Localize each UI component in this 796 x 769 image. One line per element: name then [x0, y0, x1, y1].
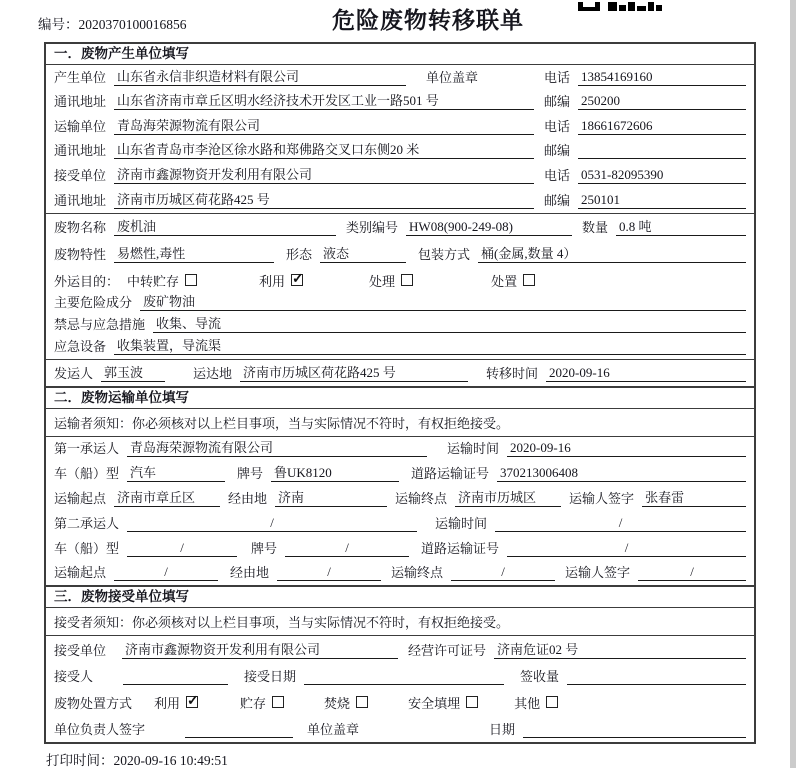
equipment-label: 应急设备 — [54, 338, 107, 354]
chief-sign-value — [185, 737, 293, 738]
disposal-option-incinerate — [324, 693, 368, 712]
carrier-sign-label: 运输人签字 — [565, 565, 631, 581]
vehicle-type-label: 车（船）型 — [54, 466, 120, 482]
carrier2-time-value: / — [495, 515, 746, 532]
acceptor-value — [123, 684, 228, 685]
row-waste-name — [46, 213, 754, 240]
purpose-option-dispose — [491, 271, 535, 290]
carrier1-label: 第一承运人 — [54, 441, 120, 457]
row-acceptor — [46, 663, 754, 690]
producer-phone-value: 13854169160 — [578, 69, 746, 86]
license-value: 济南危证02 号 — [494, 639, 746, 659]
row-carrier2-vehicle — [46, 536, 754, 561]
print-time-value: 2020-09-16 10:49:51 — [113, 753, 228, 768]
doc-number-label: 编号： — [38, 17, 79, 32]
waste-name-label: 废物名称 — [54, 219, 107, 235]
sign-qty-label: 签收量 — [520, 669, 560, 685]
checkbox-icon — [466, 696, 478, 708]
option-label: 其他 — [514, 695, 541, 711]
page-header — [0, 0, 796, 42]
carrier1-via-value: 济南 — [275, 487, 387, 507]
carrier1-origin-value: 济南市章丘区 — [114, 487, 220, 507]
purpose-label: 外运目的： — [54, 273, 120, 289]
accept-date-label: 接受日期 — [244, 669, 297, 685]
carrier2-origin-value: / — [114, 564, 218, 581]
row-transfer-purpose — [46, 267, 754, 294]
acceptor-label: 接受人 — [54, 669, 94, 685]
purpose-option-treat — [369, 271, 413, 290]
carrier2-sign-value: / — [638, 564, 746, 581]
disposal-option-store — [240, 693, 284, 712]
checkbox-checked-icon — [186, 696, 198, 708]
section2-heading: 二．废物运输单位填写 — [46, 388, 754, 409]
row-receive-unit3 — [46, 636, 754, 663]
zip-label: 邮编 — [543, 192, 570, 208]
destination-value: 济南市历城区荷花路425 号 — [240, 362, 468, 382]
category-code-label: 类别编号 — [346, 219, 399, 235]
carrier1-plate-value: 鲁UK8120 — [271, 462, 399, 482]
option-label: 利用 — [154, 695, 181, 711]
hazard-value: 废矿物油 — [140, 291, 746, 311]
carrier2-terminal-value: / — [451, 564, 555, 581]
terminal-label: 运输终点 — [395, 491, 448, 507]
transporter-address-value: 山东省青岛市李沧区徐水路和郑佛路交叉口东侧20 米 — [114, 139, 534, 159]
checkbox-icon — [272, 696, 284, 708]
receive-unit-label: 接受单位 — [54, 167, 107, 183]
row-emergency-equipment — [46, 337, 754, 359]
via-label: 经由地 — [230, 565, 270, 581]
consignor-value: 郭玉波 — [101, 362, 165, 382]
option-label: 贮存 — [240, 695, 267, 711]
option-label: 利用 — [259, 273, 286, 289]
disposal-option-other — [514, 693, 558, 712]
form-label: 形态 — [286, 246, 313, 262]
doc-number-value: 2020370100016856 — [78, 17, 187, 32]
vehicle-type-label: 车（船）型 — [54, 540, 120, 556]
option-label: 安全填埋 — [408, 695, 461, 711]
destination-label: 运达地 — [193, 365, 233, 381]
producer-unit-label: 产生单位 — [54, 69, 107, 85]
checkbox-icon — [546, 696, 558, 708]
origin-label: 运输起点 — [54, 491, 107, 507]
row-producer-unit — [46, 65, 754, 90]
carrier2-permit-value: / — [507, 540, 746, 557]
receive-unit-value: 济南市鑫源物资开发利用有限公司 — [114, 164, 534, 184]
viewer-scrollbar[interactable] — [790, 0, 796, 768]
row-receiver-address — [46, 188, 754, 213]
unit-seal-label: 单位盖章 — [426, 69, 479, 85]
page-title: 危险废物转移联单 — [332, 8, 524, 33]
quantity-label: 数量 — [582, 219, 609, 235]
row-carrier2 — [46, 511, 754, 536]
carrier1-value: 青岛海荣源物流有限公司 — [127, 437, 427, 457]
phone-label: 电话 — [543, 167, 570, 183]
carrier1-terminal-value: 济南市历城区 — [455, 487, 561, 507]
quantity-value: 0.8 吨 — [616, 216, 746, 236]
section-producer — [46, 44, 754, 386]
row-carrier1-vehicle — [46, 461, 754, 486]
zip-label: 邮编 — [543, 94, 570, 110]
category-code-value: HW08(900-249-08) — [406, 219, 572, 236]
option-label: 中转贮存 — [127, 273, 180, 289]
purpose-option-utilize — [259, 271, 303, 290]
unit-seal-label: 单位盖章 — [307, 722, 360, 738]
receiver-notice: 接受者须知：你必须核对以上栏目事项，当与实际情况不符时，有权拒绝接受。 — [46, 608, 754, 636]
address-label: 通讯地址 — [54, 143, 107, 159]
transport-time-label: 运输时间 — [447, 441, 500, 457]
packing-label: 包装方式 — [418, 246, 471, 262]
qr-code-fragment-icon — [578, 0, 662, 16]
carrier2-value: / — [127, 515, 417, 532]
disposal-option-landfill — [408, 693, 478, 712]
row-waste-character — [46, 240, 754, 267]
taboo-label: 禁忌与应急措施 — [54, 316, 146, 332]
phone-label: 电话 — [543, 118, 570, 134]
origin-label: 运输起点 — [54, 565, 107, 581]
row-carrier1 — [46, 437, 754, 462]
form-value: 液态 — [320, 243, 406, 263]
row-receive-unit — [46, 163, 754, 188]
row-producer-address — [46, 90, 754, 115]
receive-unit3-value: 济南市鑫源物资开发利用有限公司 — [122, 639, 398, 659]
date-label: 日期 — [489, 722, 516, 738]
option-label: 处置 — [491, 273, 518, 289]
row-consignor — [46, 359, 754, 386]
carrier2-via-value: / — [277, 564, 381, 581]
address-label: 通讯地址 — [54, 192, 107, 208]
producer-zip-value: 250200 — [578, 93, 746, 110]
transport-time-label: 运输时间 — [435, 515, 488, 531]
consignor-label: 发运人 — [54, 365, 94, 381]
transfer-time-value: 2020-09-16 — [546, 365, 746, 382]
waste-name-value: 废机油 — [114, 216, 336, 236]
checkbox-icon — [185, 274, 197, 286]
waste-character-label: 废物特性 — [54, 246, 107, 262]
option-label: 处理 — [369, 273, 396, 289]
disposal-option-utilize — [154, 693, 198, 712]
taboo-value: 收集、导流 — [153, 313, 746, 333]
hazard-label: 主要危险成分 — [54, 295, 133, 311]
carrier1-vehicle-value: 汽车 — [127, 462, 225, 482]
receiver-phone-value: 0531-82095390 — [578, 167, 746, 184]
producer-unit-value: 山东省永信非织造材料有限公司 — [114, 66, 406, 86]
transport-unit-label: 运输单位 — [54, 118, 107, 134]
equipment-value: 收集装置，导流渠 — [114, 335, 746, 355]
receiver-zip-value: 250101 — [578, 192, 746, 209]
transporter-zip-value — [578, 158, 746, 159]
road-permit-label: 道路运输证号 — [411, 466, 490, 482]
option-label: 焚烧 — [324, 695, 351, 711]
transport-unit-value: 青岛海荣源物流有限公司 — [114, 115, 534, 135]
transporter-phone-value: 18661672606 — [578, 118, 746, 135]
row-transport-unit — [46, 114, 754, 139]
packing-value: 桶(金属,数量 4） — [478, 243, 746, 263]
row-carrier1-route — [46, 486, 754, 511]
print-time-label: 打印时间： — [46, 753, 114, 768]
carrier1-permit-value: 370213006408 — [497, 465, 746, 482]
carrier2-plate-value: / — [285, 540, 409, 557]
section-receiver — [46, 585, 754, 742]
phone-label: 电话 — [543, 69, 570, 85]
license-label: 经营许可证号 — [408, 642, 487, 658]
section1-heading: 一．废物产生单位填写 — [46, 44, 754, 65]
plate-no-label: 牌号 — [237, 466, 264, 482]
carrier1-sign-value: 张春雷 — [642, 487, 746, 507]
checkbox-icon — [401, 274, 413, 286]
purpose-option-storage — [127, 271, 197, 290]
row-carrier2-route — [46, 561, 754, 586]
transfer-time-label: 转移时间 — [486, 365, 539, 381]
row-disposal-method — [46, 689, 754, 716]
section-transporter — [46, 386, 754, 586]
print-time — [46, 749, 228, 769]
address-label: 通讯地址 — [54, 94, 107, 110]
road-permit-label: 道路运输证号 — [421, 540, 500, 556]
chief-sign-label: 单位负责人签字 — [54, 722, 146, 738]
date-value — [523, 737, 746, 738]
section3-heading: 三．废物接受单位填写 — [46, 587, 754, 608]
doc-number — [38, 13, 187, 33]
carrier2-vehicle-value: / — [127, 540, 237, 557]
transporter-notice: 运输者须知：你必须核对以上栏目事项，当与实际情况不符时，有权拒绝接受。 — [46, 409, 754, 437]
receiver-address-value: 济南市历城区荷花路425 号 — [114, 189, 534, 209]
terminal-label: 运输终点 — [391, 565, 444, 581]
manifest-form — [44, 42, 756, 744]
plate-no-label: 牌号 — [251, 540, 278, 556]
accept-date-value — [304, 684, 504, 685]
zip-label: 邮编 — [543, 143, 570, 159]
via-label: 经由地 — [228, 491, 268, 507]
checkbox-checked-icon — [291, 274, 303, 286]
waste-character-value: 易燃性,毒性 — [114, 243, 274, 263]
carrier1-time-value: 2020-09-16 — [507, 440, 746, 457]
checkbox-icon — [523, 274, 535, 286]
producer-address-value: 山东省济南市章丘区明水经济技术开发区工业一路501 号 — [114, 90, 534, 110]
disposal-label: 废物处置方式 — [54, 695, 133, 711]
checkbox-icon — [356, 696, 368, 708]
carrier-sign-label: 运输人签字 — [569, 491, 635, 507]
row-chief-signature — [46, 716, 754, 743]
carrier2-label: 第二承运人 — [54, 515, 120, 531]
sign-qty-value — [567, 684, 746, 685]
row-transporter-address — [46, 139, 754, 164]
receive-unit-label: 接受单位 — [54, 642, 107, 658]
